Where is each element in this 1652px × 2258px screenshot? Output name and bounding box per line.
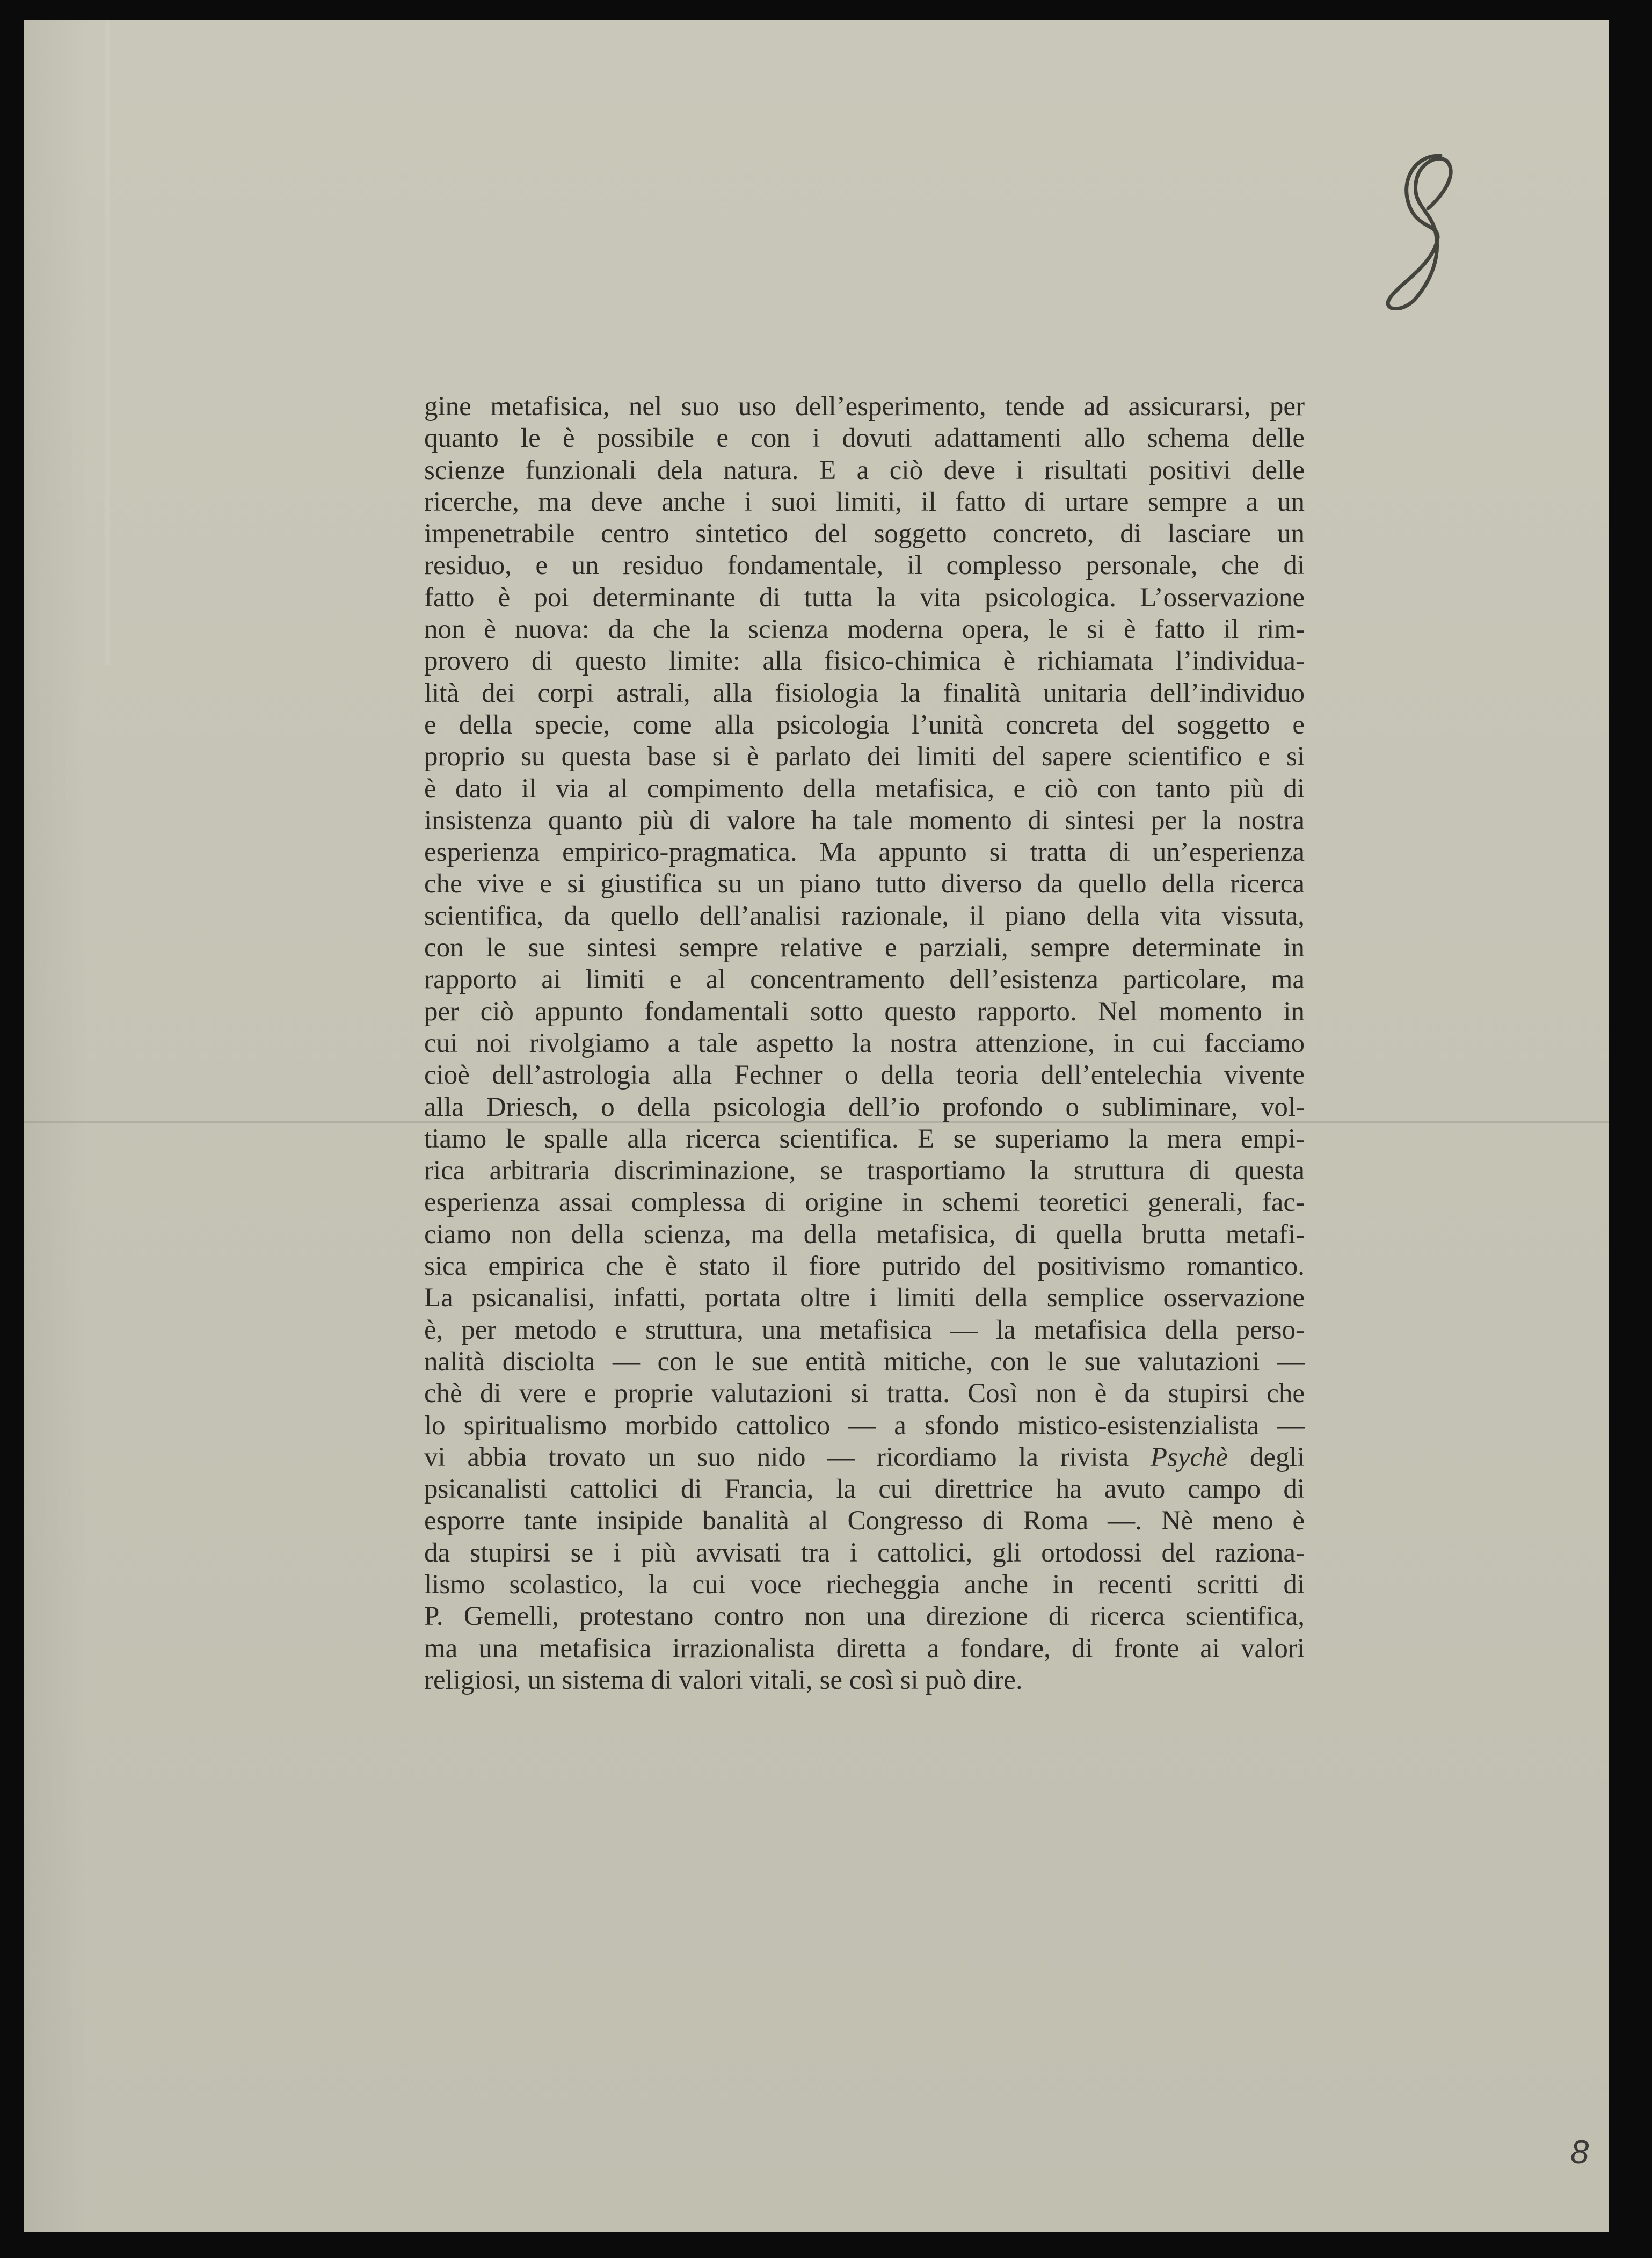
text-line: gine metafisica, nel suo uso dell’esperimento, tende ad assicurarsi, per: [424, 391, 1305, 422]
text-line: alla Driesch, o della psicologia dell’io profondo o subliminare, vol-: [424, 1092, 1305, 1122]
text-line: esporre tante insipide banalità al Congresso di Roma —. Nè meno è: [424, 1506, 1305, 1536]
text-line: scientifica, da quello dell’analisi razionale, il piano della vita vissuta,: [424, 901, 1305, 931]
text-line: lità dei corpi astrali, alla fisiologia la finalità unitaria dell’individuo: [424, 678, 1305, 708]
text-line: P. Gemelli, protestano contro non una direzione di ricerca scientifica,: [424, 1601, 1305, 1632]
text-line: sica empirica che è stato il fiore putrido del positivismo romantico.: [424, 1251, 1305, 1282]
text-line: lo spiritualismo morbido cattolico — a sfondo mistico-esistenzialista —: [424, 1410, 1305, 1441]
text-line: non è nuova: da che la scienza moderna opera, le si è fatto il rim-: [424, 614, 1305, 645]
text-line: ricerche, ma deve anche i suoi limiti, il fatto di urtare sempre a un: [424, 487, 1305, 517]
text-line: rica arbitraria discriminazione, se trasportiamo la struttura di questa: [424, 1156, 1305, 1186]
text-line: nalità disciolta — con le sue entità mitiche, con le sue valutazioni —: [424, 1346, 1305, 1377]
text-line: insistenza quanto più di valore ha tale momento di sintesi per la nostra: [424, 805, 1305, 836]
text-line: e della specie, come alla psicologia l’unità concreta del soggetto e: [424, 709, 1305, 740]
text-line: rapporto ai limiti e al concentramento dell’esistenza particolare, ma: [424, 964, 1305, 995]
text-line: esperienza empirico-pragmatica. Ma appunto si tratta di un’esperienza: [424, 837, 1305, 868]
text-segment: degli: [1228, 1442, 1305, 1472]
text-line: è, per metodo e struttura, una metafisica — la metafisica della perso-: [424, 1315, 1305, 1345]
text-line: tiamo le spalle alla ricerca scientifica. E se superiamo la mera empi-: [424, 1123, 1305, 1154]
document-page: [24, 20, 1609, 2232]
text-line: cui noi rivolgiamo a tale aspetto la nostra attenzione, in cui facciamo: [424, 1028, 1305, 1058]
text-line: psicanalisti cattolici di Francia, la cui direttrice ha avuto campo di: [424, 1474, 1305, 1505]
text-line: con le sue sintesi sempre relative e parziali, sempre determinate in: [424, 933, 1305, 963]
text-line: cioè dell’astrologia alla Fechner o della teoria dell’entelechia vivente: [424, 1060, 1305, 1091]
page-number: 8: [1570, 2134, 1589, 2171]
body-text: [424, 391, 1305, 1696]
text-line: da stupirsi se i più avvisati tra i cattolici, gli ortodossi del raziona-: [424, 1537, 1305, 1568]
binding-edge: [105, 20, 110, 665]
text-line: scienze funzionali dela natura. E a ciò deve i risultati positivi delle: [424, 455, 1305, 485]
handwritten-page-number: [1377, 149, 1463, 310]
text-line: lismo scolastico, la cui voce riecheggia anche in recenti scritti di: [424, 1569, 1305, 1600]
text-line: ma una metafisica irrazionalista diretta a fondare, di fronte ai valori: [424, 1633, 1305, 1664]
text-line: che vive e si giustifica su un piano tutto diverso da quello della ricerca: [424, 869, 1305, 899]
text-line: impenetrabile centro sintetico del soggetto concreto, di lasciare un: [424, 519, 1305, 549]
text-line: chè di vere e proprie valutazioni si tratta. Così non è da stupirsi che: [424, 1378, 1305, 1409]
text-line: per ciò appunto fondamentali sotto questo rapporto. Nel momento in: [424, 996, 1305, 1027]
text-line-final: religiosi, un sistema di valori vitali, se così si può dire.: [424, 1665, 1023, 1695]
text-line: provero di questo limite: alla fisico-chimica è richiamata l’individua-: [424, 646, 1305, 677]
text-line: esperienza assai complessa di origine in schemi teoretici generali, fac-: [424, 1187, 1305, 1218]
text-line: La psicanalisi, infatti, portata oltre i limiti della semplice osservazione: [424, 1283, 1305, 1313]
text-line: ciamo non della scienza, ma della metafisica, di quella brutta metafi-: [424, 1219, 1305, 1250]
text-line: è dato il via al compimento della metafisica, e ciò con tanto più di: [424, 773, 1305, 804]
text-line: fatto è poi determinante di tutta la vita psicologica. L’osservazione: [424, 582, 1305, 613]
text-line: proprio su questa base si è parlato dei limiti del sapere scientifico e si: [424, 742, 1305, 772]
text-line: quanto le è possibile e con i dovuti adattamenti allo schema delle: [424, 423, 1305, 454]
handwritten-digit-drawing: [1377, 149, 1463, 310]
text-line-with-italic: [424, 1442, 1305, 1473]
text-line: residuo, e un residuo fondamentale, il complesso personale, che di: [424, 550, 1305, 581]
journal-title-italic: Psychè: [1150, 1442, 1228, 1472]
text-segment: vi abbia trovato un suo nido — ricordiamo la rivista: [424, 1442, 1151, 1472]
